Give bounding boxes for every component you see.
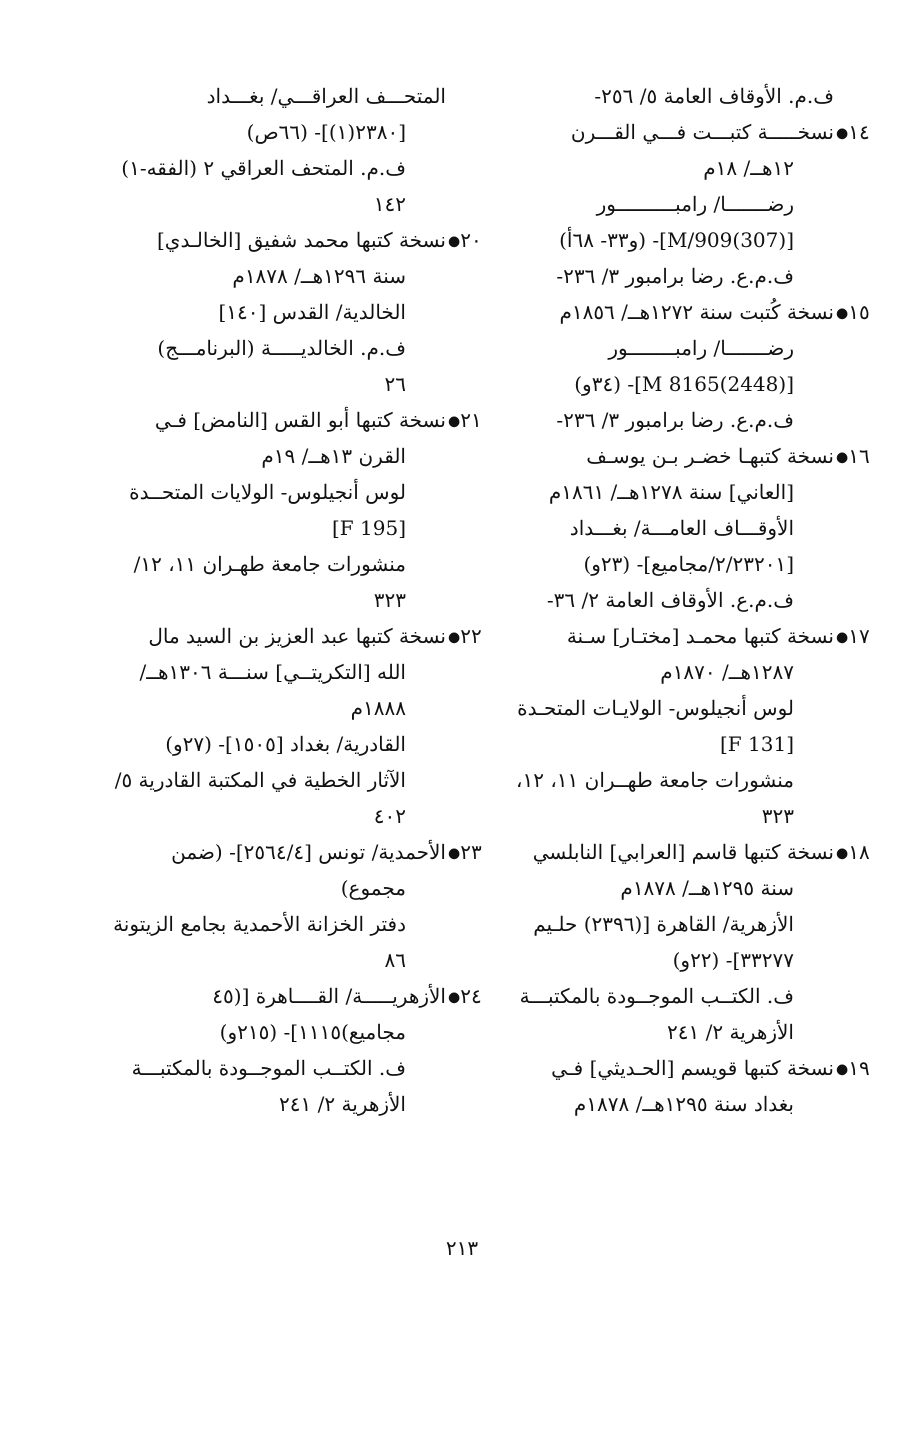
- bullet-icon: ●: [448, 845, 461, 862]
- entry-line: [494, 690, 834, 726]
- entry-line: [494, 978, 834, 1014]
- entry-line-text: نسخة كتبها محمد شفيق [الخالـدي]: [156, 228, 446, 252]
- entry-line-text: ف.م. الخالديـــــة (البرنامـــج): [157, 336, 406, 360]
- entry-line: [106, 726, 446, 762]
- entry-number: [448, 834, 494, 872]
- entry-number-text: ٢٣: [460, 840, 482, 864]
- entry-first-line: [106, 402, 482, 438]
- entry-line-text: الأحمدية/ تونس [٢٥٦٤/٤]- (ضمن: [171, 840, 446, 864]
- entry-first-line: [494, 1050, 870, 1086]
- entry-line: [106, 366, 446, 402]
- entry-line: [494, 1086, 834, 1122]
- entry-number: [836, 114, 882, 152]
- entry-number-text: ٢١: [460, 408, 482, 432]
- entry-line-text: ٤٠٢: [373, 804, 406, 828]
- entry-line: [494, 366, 834, 402]
- entry-line-text: ١٢هــ/ ١٨م: [703, 156, 794, 180]
- entry-line-text: [العاني] سنة ١٢٧٨هــ/ ١٨٦١م: [548, 480, 794, 504]
- entry-number: [448, 618, 494, 656]
- entry-line: [106, 690, 446, 726]
- entry-line: [106, 510, 446, 546]
- entry-number-text: ١٩: [848, 1056, 870, 1080]
- manuscript-entry: [106, 978, 482, 1122]
- entry-number-text: ١٧: [848, 624, 870, 648]
- entry-number: [836, 834, 882, 872]
- bullet-icon: ●: [448, 989, 461, 1006]
- entry-line-text: [٢/٢٣٢٠١/مجاميع]- (٢٣و): [583, 552, 794, 576]
- entry-line-text: الأزهرية/ القاهرة [(٢٣٩٦) حلـيم: [533, 912, 794, 936]
- entry-line: [106, 1086, 446, 1122]
- entry-line-text: سنة ١٢٩٥هــ/ ١٨٧٨م: [620, 876, 794, 900]
- entry-line: [494, 870, 834, 906]
- entry-line-text: نسخـــــة كتبـــت فـــي القـــرن: [570, 120, 834, 144]
- bullet-icon: ●: [836, 845, 849, 862]
- left-column: [106, 78, 482, 1122]
- entry-line: [494, 402, 834, 438]
- entry-line: [106, 870, 446, 906]
- bullet-icon: ●: [448, 629, 461, 646]
- entry-line-text: منشورات جامعة طهــران ١١، ١٢،: [516, 768, 794, 792]
- entry-line: [494, 510, 834, 546]
- entry-line-text: دفتر الخزانة الأحمدية بجامع الزيتونة: [113, 912, 406, 936]
- entry-line-text: [(307)909/M]- (و٣٣- ٦٨أ): [559, 228, 794, 252]
- entry-line-text: نسخة كتبها قاسم [العرابي] النابلسي: [532, 840, 834, 864]
- entry-line-text: ف. الكتــب الموجــودة بالمكتبـــة: [519, 984, 794, 1008]
- continuation-line: [٢٣٨٠(١)]- (٦٦ص): [246, 120, 406, 144]
- entry-line: [106, 582, 446, 618]
- entry-number-text: ١٨: [848, 840, 870, 864]
- left-entries-list: [106, 222, 482, 1122]
- entry-line: [494, 798, 834, 834]
- entry-line: [494, 150, 834, 186]
- entry-line: [494, 654, 834, 690]
- entry-line: [494, 222, 834, 258]
- entry-line: [106, 798, 446, 834]
- entry-line: [494, 582, 834, 618]
- entry-first-line: [106, 618, 482, 654]
- manuscript-entry: [494, 1050, 870, 1122]
- entry-line-text: الآثار الخطية في المكتبة القادرية ٥/: [114, 768, 406, 792]
- entry-first-line: [494, 294, 870, 330]
- entry-line-text: سنة ١٢٩٦هــ/ ١٨٧٨م: [232, 264, 406, 288]
- entry-line-text: [F 195]: [331, 516, 406, 540]
- bullet-icon: ●: [836, 125, 849, 142]
- entry-line-text: [(2448)8165 M]- (٣٤و): [574, 372, 794, 396]
- entry-first-line: [494, 438, 870, 474]
- continuation-block: [106, 78, 446, 222]
- entry-line-text: الأزهرية ٢/ ٢٤١: [279, 1092, 406, 1116]
- entry-line-text: الله [التكريتــي] سنـــة ١٣٠٦هــ/: [139, 660, 406, 684]
- entry-line: [106, 762, 446, 798]
- entry-line-text: ف.م.ع. رضا برامبور ٣/ ٢٣٦-: [556, 408, 794, 432]
- entry-line-text: الأزهريـــــة/ القــــاهرة [(٤٥: [212, 984, 446, 1008]
- entry-line-text: الأوقـــاف العامـــة/ بغـــداد: [569, 516, 794, 540]
- manuscript-entry: [494, 294, 870, 438]
- entry-first-line: [106, 978, 482, 1014]
- manuscript-entry: [494, 438, 870, 618]
- right-column: [494, 78, 870, 1122]
- entry-line: [494, 942, 834, 978]
- entry-line-text: ١٢٨٧هــ/ ١٨٧٠م: [660, 660, 794, 684]
- entry-line: [494, 726, 834, 762]
- entry-line-text: نسخة كتبهـا خضـر بـن يوسـف: [586, 444, 834, 468]
- manuscript-entry: [106, 222, 482, 402]
- entry-line-text: ٨٦: [384, 948, 406, 972]
- entry-number: [448, 222, 494, 260]
- entry-line-text: نسخة كتبها عبد العزيز بن السيد مال: [148, 624, 446, 648]
- bullet-icon: ●: [836, 449, 849, 466]
- manuscript-entry: [106, 834, 482, 978]
- continuation-line: ف.م. الأوقاف العامة ٥/ ٢٥٦-: [594, 84, 834, 108]
- entry-line-text: القادرية/ بغداد [١٥٠٥]- (٢٧و): [165, 732, 406, 756]
- entry-number-text: ٢٠: [460, 228, 482, 252]
- entry-number-text: ١٦: [848, 444, 870, 468]
- entry-line-text: منشورات جامعة طهـران ١١، ١٢/: [133, 552, 406, 576]
- entry-line: [106, 474, 446, 510]
- entry-line-text: ف.م.ع. الأوقاف العامة ٢/ ٣٦-: [546, 588, 794, 612]
- continuation-line: المتحـــف العراقـــي/ بغـــداد: [206, 84, 446, 108]
- manuscript-entry: [106, 618, 482, 834]
- entry-first-line: [106, 834, 482, 870]
- entry-line: [106, 258, 446, 294]
- entry-line-text: نسخة كتبها أبو القس [النامض] فـي: [154, 408, 446, 432]
- right-entries-list: [494, 114, 870, 1122]
- entry-line: [106, 942, 446, 978]
- entry-line: [494, 1014, 834, 1050]
- entry-number: [448, 402, 494, 440]
- entry-line: [106, 294, 446, 330]
- manuscript-entry: [106, 402, 482, 618]
- entry-line-text: رضـــــــا/ رامبــــــــور: [608, 336, 794, 360]
- entry-line-text: الخالدية/ القدس [١٤٠]: [218, 300, 406, 324]
- entry-line: [106, 1014, 446, 1050]
- entry-line-text: نسخة كُتبت سنة ١٢٧٢هــ/ ١٨٥٦م: [559, 300, 834, 324]
- entry-line-text: نسخة كتبها محمـد [مختـار] سـنة: [566, 624, 834, 648]
- entry-number: [836, 1050, 882, 1088]
- entry-first-line: [106, 222, 482, 258]
- entry-line-text: ف.م.ع. رضا برامبور ٣/ ٢٣٦-: [556, 264, 794, 288]
- entry-line-text: ١٨٨٨م: [350, 696, 406, 720]
- entry-line: [494, 546, 834, 582]
- entry-number-text: ٢٤: [460, 984, 482, 1008]
- entry-first-line: [494, 618, 870, 654]
- entry-line-text: ٢٦: [384, 372, 406, 396]
- entry-number: [836, 618, 882, 656]
- entry-line: [106, 906, 446, 942]
- entry-first-line: [494, 834, 870, 870]
- entry-line: [106, 654, 446, 690]
- entry-line-text: ٣٣٢٧٧]- (٢٢و): [672, 948, 794, 972]
- bullet-icon: ●: [836, 305, 849, 322]
- entry-line: [494, 762, 834, 798]
- manuscript-entry: [494, 834, 870, 1050]
- entry-line: [494, 906, 834, 942]
- continuation-line: ١٤٢: [373, 192, 406, 216]
- bullet-icon: ●: [448, 233, 461, 250]
- entry-line: [494, 186, 834, 222]
- entry-line-text: القرن ١٣هــ/ ١٩م: [261, 444, 406, 468]
- entry-line: [494, 474, 834, 510]
- entry-line: [106, 438, 446, 474]
- entry-line: [106, 546, 446, 582]
- entry-number: [448, 978, 494, 1016]
- page-number: ٢١٣: [445, 1236, 479, 1260]
- entry-number-text: ١٤: [848, 120, 870, 144]
- bullet-icon: ●: [836, 629, 849, 646]
- entry-line: [494, 258, 834, 294]
- entry-line-text: الأزهرية ٢/ ٢٤١: [667, 1020, 794, 1044]
- bullet-icon: ●: [448, 413, 461, 430]
- entry-line-text: بغداد سنة ١٢٩٥هــ/ ١٨٧٨م: [573, 1092, 794, 1116]
- entry-number-text: ٢٢: [460, 624, 482, 648]
- entry-number-text: ١٥: [848, 300, 870, 324]
- entry-line-text: ف. الكتــب الموجــودة بالمكتبـــة: [131, 1056, 406, 1080]
- entry-line-text: رضـــــــا/ رامبــــــــــور: [596, 192, 794, 216]
- entry-line: [106, 1050, 446, 1086]
- entry-line-text: ٣٢٣: [761, 804, 794, 828]
- manuscript-entry: [494, 618, 870, 834]
- entry-line-text: لوس أنجيلوس- الولايـات المتحـدة: [517, 696, 794, 720]
- entry-first-line: [494, 114, 870, 150]
- entry-line-text: مجموع): [340, 876, 406, 900]
- entry-line: [106, 330, 446, 366]
- continuation-line: ف.م. المتحف العراقي ٢ (الفقه-١): [121, 156, 406, 180]
- entry-line-text: ٣٢٣: [373, 588, 406, 612]
- entry-line-text: نسخة كتبها قويسم [الحـديثي] فـي: [551, 1056, 834, 1080]
- entry-line: [494, 330, 834, 366]
- entry-number: [836, 438, 882, 476]
- entry-line-text: [F 131]: [719, 732, 794, 756]
- manuscript-entry: [494, 114, 870, 294]
- bullet-icon: ●: [836, 1061, 849, 1078]
- entry-number: [836, 294, 882, 332]
- entry-line-text: مجاميع)١١١٥]- (٢١٥و): [219, 1020, 406, 1044]
- entry-line-text: لوس أنجيلوس- الولايات المتحــدة: [129, 480, 406, 504]
